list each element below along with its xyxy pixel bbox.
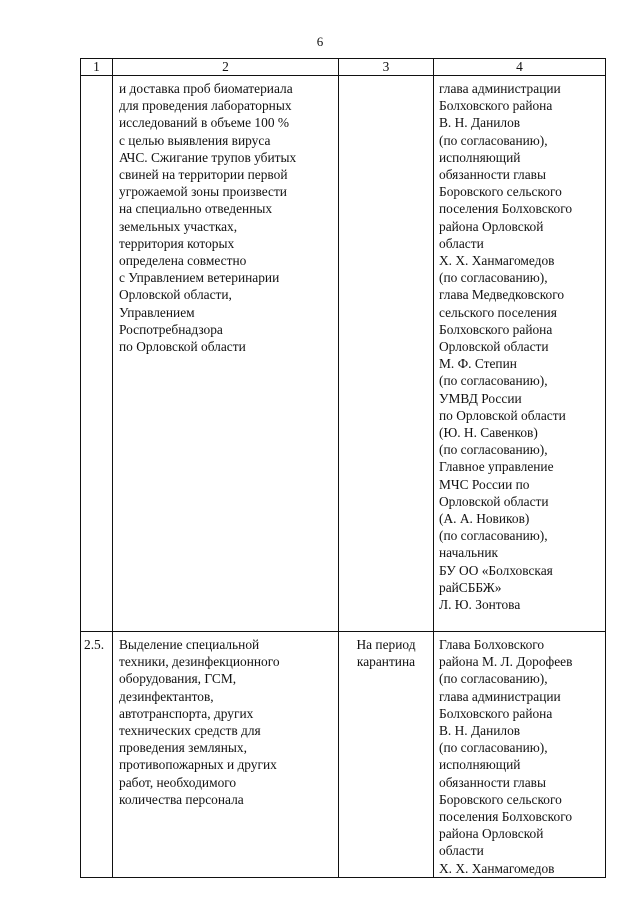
row-number-cell	[81, 76, 113, 632]
text-line: глава администрации	[439, 688, 561, 704]
text-line: количества персонала	[119, 791, 244, 807]
text-line: дезинфектантов,	[119, 688, 214, 704]
text-line: Роспотребнадзора	[119, 321, 223, 337]
text-line: района Орловской	[439, 826, 544, 842]
table-row	[81, 632, 606, 878]
responsible-cell	[434, 76, 606, 632]
text-line: с целью выявления вируса	[119, 132, 271, 148]
text-line: (Ю. Н. Савенков)	[439, 425, 538, 441]
text-line: Х. Х. Ханмагомедов	[439, 253, 555, 269]
text-line: проведения земляных,	[119, 740, 247, 756]
text-line: определена совместно	[119, 253, 247, 269]
row-number-cell: 2.5.	[81, 632, 113, 878]
text-line: по Орловской области	[439, 407, 566, 423]
text-line: автотранспорта, других	[119, 705, 254, 721]
text-line: противопожарных и других	[119, 757, 277, 773]
text-line: (по согласованию),	[439, 442, 548, 458]
measure-text-cell	[113, 76, 339, 632]
header-col-4: 4	[434, 59, 606, 76]
text-line: поселения Болховского	[439, 809, 573, 825]
text-line: Выделение специальной	[119, 637, 260, 652]
text-line: района Орловской	[439, 218, 544, 234]
text-line: Орловской области,	[119, 287, 232, 303]
text-line: по Орловской области	[119, 339, 246, 355]
text-line: глава администрации	[439, 81, 561, 96]
text-line: для проведения лабораторных	[119, 98, 292, 114]
text-line: Глава Болховского	[439, 637, 545, 652]
responsible-cell	[434, 632, 606, 878]
text-line: угрожаемой зоны произвести	[119, 184, 287, 200]
text-line: поселения Болховского	[439, 201, 573, 217]
text-line: Управлением	[119, 304, 195, 320]
text-line: карантина	[356, 654, 416, 670]
text-line: с Управлением ветеринарии	[119, 270, 280, 286]
text-line: (по согласованию),	[439, 132, 548, 148]
page-number: 6	[316, 34, 324, 49]
text-line: Л. Ю. Зонтова	[439, 597, 521, 613]
text-line: Болховского района	[439, 705, 553, 721]
text-line: В. Н. Данилов	[439, 115, 521, 131]
text-line: техники, дезинфекционного	[119, 654, 280, 670]
text-line: исследований в объеме 100 %	[119, 115, 290, 131]
text-line: Орловской области	[439, 493, 549, 509]
text-line: М. Ф. Степин	[439, 356, 517, 372]
text-line: Болховского района	[439, 321, 553, 337]
text-line: (по согласованию),	[439, 270, 548, 286]
text-line: БУ ОО «Болховская	[439, 562, 553, 578]
text-line: и доставка проб биоматериала	[119, 81, 293, 96]
text-line: АЧС. Сжигание трупов убитых	[119, 149, 297, 165]
text-line: свиней на территории первой	[119, 167, 288, 183]
text-line: (А. А. Новиков)	[439, 511, 530, 527]
term-cell	[339, 76, 434, 632]
text-line: УМВД России	[439, 390, 522, 406]
text-line: исполняющий	[439, 149, 521, 165]
text-line: исполняющий	[439, 757, 521, 773]
header-col-2: 2	[113, 59, 339, 76]
text-line: глава Медведковского	[439, 287, 565, 303]
text-line: Болховского района	[439, 98, 553, 114]
measures-table	[80, 58, 606, 878]
term-cell	[339, 632, 434, 878]
text-line: Боровского сельского	[439, 791, 562, 807]
text-line: сельского поселения	[439, 304, 557, 320]
text-line: (по согласованию),	[439, 671, 548, 687]
text-line: технических средств для	[119, 723, 261, 739]
text-line: (по согласованию),	[439, 740, 548, 756]
text-line: обязанности главы	[439, 167, 546, 183]
table-row	[81, 76, 606, 632]
header-col-1: 1	[81, 59, 113, 76]
text-line: земельных участках,	[119, 218, 238, 234]
text-line: (по согласованию),	[439, 373, 548, 389]
text-line: района М. Л. Дорофеев	[439, 654, 573, 670]
text-line: Орловской области	[439, 339, 549, 355]
text-line: Главное управление	[439, 459, 554, 475]
measure-text-cell	[113, 632, 339, 878]
text-line: Х. Х. Ханмагомедов	[439, 860, 555, 876]
text-line: (по согласованию),	[439, 528, 548, 544]
text-line: обязанности главы	[439, 774, 546, 790]
text-line: территория которых	[119, 235, 235, 251]
text-line: работ, необходимого	[119, 774, 237, 790]
text-line: начальник	[439, 545, 498, 561]
text-line: оборудования, ГСМ,	[119, 671, 237, 687]
text-line: МЧС России по	[439, 476, 530, 492]
header-col-3: 3	[339, 59, 434, 76]
text-line: На период	[356, 637, 416, 652]
text-line: райСББЖ»	[439, 579, 502, 595]
text-line: В. Н. Данилов	[439, 723, 521, 739]
text-line: области	[439, 235, 484, 251]
table-header-row	[81, 59, 606, 76]
text-line: Боровского сельского	[439, 184, 562, 200]
text-line: области	[439, 843, 484, 859]
text-line: на специально отведенных	[119, 201, 273, 217]
